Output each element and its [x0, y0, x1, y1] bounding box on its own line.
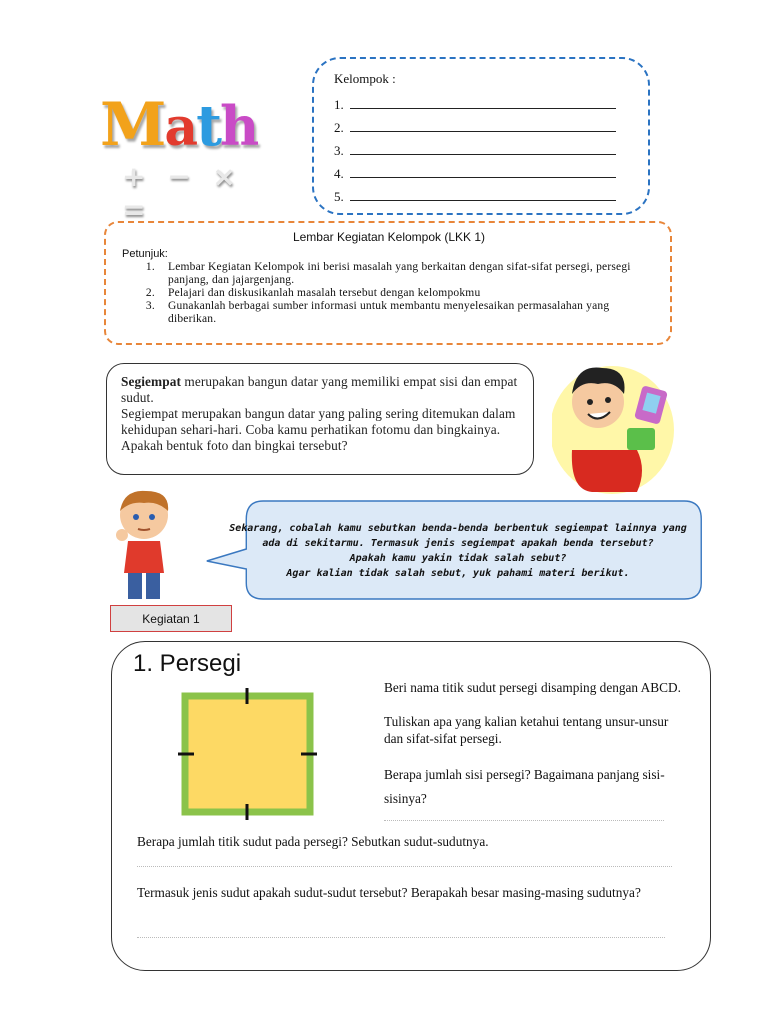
bubble-line: Apakah kamu yakin tidak salah sebut? — [349, 553, 567, 564]
kelompok-row — [334, 159, 648, 182]
math-logo — [100, 90, 280, 226]
name-line[interactable] — [350, 153, 616, 155]
segiempat-term: Segiempat — [121, 374, 181, 389]
row-number: 2. — [334, 120, 344, 135]
speech-bubble-text — [214, 521, 702, 581]
row-number: 5. — [334, 189, 344, 204]
kelompok-box — [312, 57, 650, 215]
row-number: 4. — [334, 166, 344, 181]
math-logo-word: Math — [100, 90, 258, 160]
kelompok-row — [334, 113, 648, 136]
square-diagram — [175, 688, 320, 820]
kelompok-title: Kelompok : — [334, 71, 396, 86]
row-number: 1. — [334, 97, 344, 112]
kelompok-row — [334, 136, 648, 159]
name-line[interactable] — [350, 176, 616, 178]
segiempat-description: Segiempat merupakan bangun datar yang paling sering ditemukan dalam kehidupan sehari-hari. Coba kamu perhatikan fotomu dan bingkainya. Apakah bentuk foto dan bingkai tersebut? — [121, 406, 516, 453]
segiempat-intro-box — [106, 363, 534, 475]
answer-line[interactable] — [384, 820, 664, 821]
instruction-item: 2. Pelajari dan diskusikanlah masalah tersebut dengan kelompokmu — [158, 287, 656, 300]
lkk-instructions-box — [104, 221, 672, 345]
name-line[interactable] — [350, 130, 616, 132]
bubble-line: Sekarang, cobalah kamu sebutkan benda-benda berbentuk segiempat lainnya yang — [229, 523, 687, 534]
question-properties: Tuliskan apa yang kalian ketahui tentang unsur-unsur dan sifat-sifat persegi. — [384, 714, 669, 746]
math-logo-operators: + − × = — [122, 160, 242, 226]
instruction-item: 3. Gunakanlah berbagai sumber informasi untuk membantu menyelesaikan permasalahan yang diberikan. — [158, 300, 656, 326]
bubble-line: ada di sekitarmu. Termasuk jenis segiempat apakah benda tersebut? — [262, 538, 654, 549]
thinking-boy-illustration — [110, 485, 180, 605]
row-number: 3. — [334, 143, 344, 158]
instruction-item: 1. Lembar Kegiatan Kelompok ini berisi masalah yang berkaitan dengan sifat-sifat persegi, persegi panjang, dan jajargenjang. — [158, 261, 656, 287]
bubble-line: Agar kalian tidak salah sebut, yuk pahami materi berikut. — [286, 568, 630, 579]
question-angle-type: Termasuk jenis sudut apakah sudut-sudut tersebut? Berapakah besar masing-masing sudutnya? — [137, 885, 641, 900]
name-line[interactable] — [350, 107, 616, 109]
question-vertices-count: Berapa jumlah titik sudut pada persegi? Sebutkan sudut-sudutnya. — [137, 834, 489, 849]
kelompok-row — [334, 90, 648, 113]
boy-with-camera-illustration — [552, 350, 682, 495]
kelompok-row — [334, 182, 648, 205]
name-line[interactable] — [350, 199, 616, 201]
kegiatan-label: Kegiatan 1 — [110, 605, 232, 632]
answer-line[interactable] — [137, 866, 672, 867]
persegi-heading: 1. Persegi — [133, 650, 242, 677]
instruction-list — [122, 261, 656, 326]
lkk-title: Lembar Kegiatan Kelompok (LKK 1) — [292, 230, 486, 244]
question-sides: Berapa jumlah sisi persegi? Bagaimana panjang sisi-sisinya? — [384, 767, 665, 806]
question-name-vertices: Beri nama titik sudut persegi disamping dengan ABCD. — [384, 680, 681, 695]
segiempat-definition: merupakan bangun datar yang memiliki empat sisi dan empat sudut. — [121, 374, 518, 405]
answer-line[interactable] — [137, 937, 665, 938]
petunjuk-label: Petunjuk: — [122, 248, 168, 260]
